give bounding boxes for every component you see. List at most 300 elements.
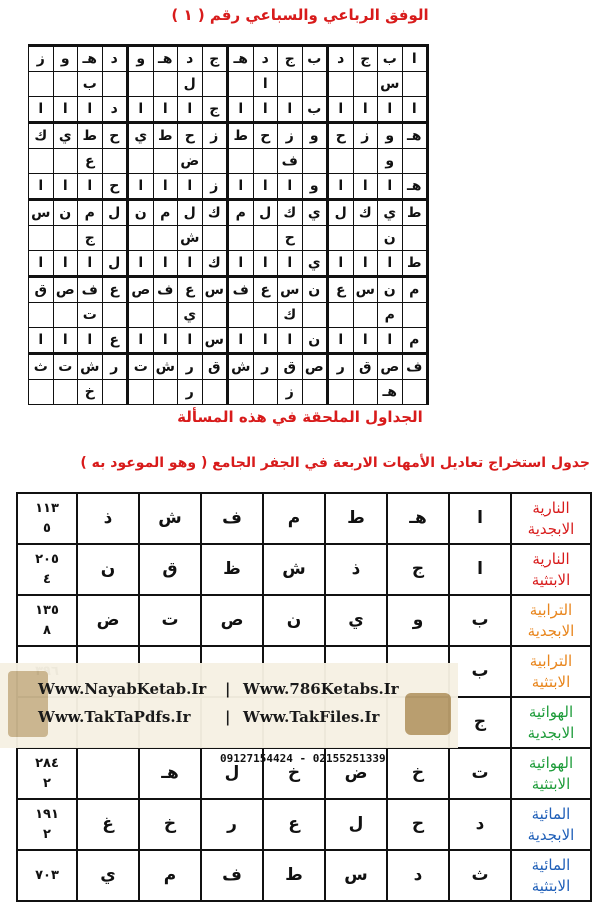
row-label <box>511 697 591 748</box>
grid-cell: ي <box>128 123 154 149</box>
grid-cell: ا <box>378 328 403 354</box>
grid-cell <box>153 226 178 251</box>
grid-cell: ي <box>178 303 203 328</box>
grid-cell: ا <box>128 97 154 123</box>
grid-cell: ا <box>278 328 303 354</box>
grid-cell: ع <box>102 277 128 303</box>
grid-cell: ط <box>402 251 428 277</box>
grid-row <box>29 46 428 72</box>
row-label-line: الابتثية <box>531 672 571 691</box>
grid-cell: د <box>102 97 128 123</box>
grid-cell: ر <box>102 354 128 380</box>
grid-cell: هـ <box>402 123 428 149</box>
grid-cell: ا <box>153 174 178 200</box>
row-label <box>511 544 591 595</box>
grid-cell: ا <box>53 174 78 200</box>
letter-cell: ذ <box>325 544 387 595</box>
grid-cell <box>353 303 378 328</box>
letter-cell: ر <box>201 799 263 850</box>
magic-square-grid <box>28 44 429 405</box>
grid-cell: ك <box>202 251 228 277</box>
grid-cell: ص <box>53 277 78 303</box>
letter-cell: ح <box>387 799 449 850</box>
grid-cell: س <box>353 277 378 303</box>
grid-cell: ح <box>178 123 203 149</box>
row-label-line: الابتثية <box>531 876 571 895</box>
grid-cell: ع <box>102 328 128 354</box>
letter-cell: ل <box>201 748 263 799</box>
letter-cell: و <box>387 595 449 646</box>
grid-cell <box>29 226 54 251</box>
grid-row <box>29 200 428 226</box>
grid-cell <box>253 303 278 328</box>
table-row <box>17 595 591 646</box>
number-line: ١٣٥ <box>35 603 59 618</box>
watermark-banner <box>0 663 458 748</box>
grid-cell: ر <box>328 354 354 380</box>
row-label <box>511 595 591 646</box>
site-link-4: Www.TakFiles.Ir <box>243 708 380 726</box>
grid-cell: س <box>29 200 54 226</box>
grid-cell <box>102 226 128 251</box>
grid-cell: ا <box>153 251 178 277</box>
letter-cell: ب <box>449 646 511 697</box>
grid-cell: ا <box>353 97 378 123</box>
grid-cell: ا <box>228 328 254 354</box>
letter-cell: ي <box>325 595 387 646</box>
number-cell <box>17 799 77 850</box>
grid-cell: ن <box>378 226 403 251</box>
grid-cell: ق <box>29 277 54 303</box>
grid-cell <box>402 72 428 97</box>
grid-cell <box>102 380 128 405</box>
grid-cell: ا <box>228 174 254 200</box>
grid-row <box>29 123 428 149</box>
grid-cell <box>328 303 354 328</box>
grid-cell: ي <box>378 200 403 226</box>
row-label-line: النارية <box>532 550 570 569</box>
grid-cell: د <box>102 46 128 72</box>
grid-cell <box>53 226 78 251</box>
site-link-1: Www.NayabKetab.Ir <box>38 680 207 698</box>
letter-cell: ا <box>449 493 511 544</box>
row-label-line: النارية <box>532 499 570 518</box>
grid-cell <box>302 72 328 97</box>
grid-cell <box>128 380 154 405</box>
grid-cell <box>253 226 278 251</box>
grid-cell: ا <box>278 251 303 277</box>
grid-cell: ا <box>29 97 54 123</box>
letter-cell: ج <box>449 697 511 748</box>
grid-cell: ا <box>29 328 54 354</box>
grid-cell: و <box>302 123 328 149</box>
grid-cell: ك <box>202 200 228 226</box>
grid-cell: ل <box>178 200 203 226</box>
grid-cell: هـ <box>402 174 428 200</box>
letter-cell: س <box>325 850 387 901</box>
grid-cell: ا <box>353 174 378 200</box>
grid-cell: م <box>402 277 428 303</box>
grid-cell: ا <box>402 46 428 72</box>
grid-cell <box>53 303 78 328</box>
grid-cell: ت <box>53 354 78 380</box>
number-line: ٨ <box>43 622 51 638</box>
grid-cell <box>53 380 78 405</box>
grid-row <box>29 354 428 380</box>
row-label-line: الابجدية <box>527 723 575 742</box>
book-icon <box>405 693 451 735</box>
grid-cell: ح <box>278 226 303 251</box>
grid-cell: ا <box>153 328 178 354</box>
letter-cell: هـ <box>387 493 449 544</box>
site-link-3: Www.TakTaPdfs.Ir <box>38 708 191 726</box>
grid-cell: م <box>228 200 254 226</box>
grid-cell <box>202 149 228 174</box>
grid-cell: ج <box>202 46 228 72</box>
grid-cell <box>253 149 278 174</box>
letter-cell: ش <box>263 544 325 595</box>
letter-cell: غ <box>77 799 139 850</box>
grid-cell: ل <box>178 72 203 97</box>
grid-cell: س <box>278 277 303 303</box>
grid-cell: هـ <box>153 46 178 72</box>
table-row <box>17 850 591 901</box>
grid-cell: ر <box>253 354 278 380</box>
row-label-line: الابجدية <box>527 519 575 538</box>
grid-cell: ا <box>128 328 154 354</box>
number-cell <box>17 850 77 901</box>
grid-cell: ز <box>202 123 228 149</box>
grid-cell: ك <box>29 123 54 149</box>
grid-cell <box>153 149 178 174</box>
number-line: ٢ <box>43 775 51 791</box>
grid-cell: ا <box>353 328 378 354</box>
grid-cell: ص <box>378 354 403 380</box>
grid-cell: ر <box>178 380 203 405</box>
grid-cell <box>29 149 54 174</box>
grid-cell <box>202 226 228 251</box>
grid-cell: ف <box>278 149 303 174</box>
grid-cell <box>228 380 254 405</box>
grid-cell <box>228 303 254 328</box>
grid-cell: ج <box>278 46 303 72</box>
grid-cell <box>128 72 154 97</box>
grid-cell: ز <box>29 46 54 72</box>
grid-cell <box>202 380 228 405</box>
grid-cell: هـ <box>78 46 103 72</box>
grid-cell <box>253 380 278 405</box>
letter-cell: خ <box>139 799 201 850</box>
grid-cell: ق <box>278 354 303 380</box>
letter-cell: م <box>263 493 325 544</box>
grid-cell: ج <box>353 46 378 72</box>
letter-cell: ط <box>263 850 325 901</box>
grid-cell: ر <box>178 354 203 380</box>
grid-cell: ع <box>78 149 103 174</box>
grid-cell: ا <box>402 97 428 123</box>
letter-cell: ق <box>139 544 201 595</box>
row-label-line: المائية <box>531 805 571 824</box>
grid-cell <box>328 380 354 405</box>
grid-cell: ع <box>328 277 354 303</box>
grid-cell <box>228 149 254 174</box>
letter-cell: ج <box>387 544 449 595</box>
letter-cell: ن <box>263 595 325 646</box>
grid-row <box>29 328 428 354</box>
grid-cell: و <box>53 46 78 72</box>
letter-cell: ل <box>325 799 387 850</box>
grid-cell: ا <box>378 97 403 123</box>
grid-cell: ا <box>328 174 354 200</box>
grid-cell <box>53 149 78 174</box>
grid-cell: ا <box>78 251 103 277</box>
row-label-line: الهوائية <box>528 703 574 722</box>
grid-cell: ط <box>78 123 103 149</box>
number-line: ٧٠٣ <box>35 867 59 883</box>
grid-cell: ي <box>302 200 328 226</box>
grid-cell <box>402 380 428 405</box>
row-label <box>511 748 591 799</box>
row-label-line: الابتثية <box>531 774 571 793</box>
grid-cell <box>29 380 54 405</box>
letter-cell: د <box>387 850 449 901</box>
number-line: ١١٣ <box>35 501 59 516</box>
grid-cell: ز <box>278 380 303 405</box>
letter-cell: ض <box>325 748 387 799</box>
grid-cell: ق <box>202 354 228 380</box>
grid-cell: ف <box>78 277 103 303</box>
grid-cell: ل <box>102 251 128 277</box>
grid-row <box>29 149 428 174</box>
grid-cell: ف <box>153 277 178 303</box>
grid-cell <box>328 149 354 174</box>
grid-cell: م <box>378 303 403 328</box>
grid-cell: ي <box>302 251 328 277</box>
row-label-line: المائية <box>531 856 571 875</box>
grid-cell <box>128 149 154 174</box>
grid-row <box>29 72 428 97</box>
row-label <box>511 493 591 544</box>
grid-cell: د <box>253 46 278 72</box>
letter-cell: ذ <box>77 493 139 544</box>
table-row <box>17 799 591 850</box>
grid-cell <box>153 72 178 97</box>
grid-cell: ح <box>102 123 128 149</box>
grid-row <box>29 174 428 200</box>
letter-cell: ش <box>139 493 201 544</box>
grid-cell: ت <box>128 354 154 380</box>
grid-cell: ج <box>202 97 228 123</box>
row-label <box>511 850 591 901</box>
grid-cell <box>153 303 178 328</box>
table-row <box>17 493 591 544</box>
grid-cell: ف <box>402 354 428 380</box>
grid-cell: ا <box>328 328 354 354</box>
row-label <box>511 646 591 697</box>
section-title: الجداول الملحقة في هذه المسألة <box>177 408 423 426</box>
letter-cell: خ <box>263 748 325 799</box>
grid-cell: ب <box>78 72 103 97</box>
grid-cell: ا <box>78 174 103 200</box>
grid-cell <box>128 303 154 328</box>
grid-cell <box>302 380 328 405</box>
grid-row <box>29 226 428 251</box>
grid-cell: ن <box>302 328 328 354</box>
grid-cell <box>402 226 428 251</box>
grid-cell: ن <box>128 200 154 226</box>
grid-cell: ش <box>78 354 103 380</box>
grid-cell: ا <box>53 251 78 277</box>
grid-cell <box>328 226 354 251</box>
grid-row <box>29 380 428 405</box>
grid-cell: ا <box>178 97 203 123</box>
number-cell <box>17 493 77 544</box>
grid-cell: ح <box>328 123 354 149</box>
grid-cell: ن <box>378 277 403 303</box>
grid-cell: ا <box>178 251 203 277</box>
letter-cell: م <box>139 850 201 901</box>
page-title: الوفق الرباعي والسباعي رقم ( ١ ) <box>171 6 429 24</box>
grid-cell: ا <box>29 174 54 200</box>
grid-cell: م <box>78 200 103 226</box>
grid-cell: ب <box>302 46 328 72</box>
letter-cell: ت <box>449 748 511 799</box>
row-label-line: الابجدية <box>527 825 575 844</box>
grid-cell: ض <box>178 149 203 174</box>
site-link-2: Www.786Ketabs.Ir <box>243 680 399 698</box>
letter-cell: ب <box>449 595 511 646</box>
grid-cell: ب <box>302 97 328 123</box>
number-line: ٥ <box>43 520 51 536</box>
letter-cell: ظ <box>201 544 263 595</box>
grid-cell: ا <box>228 97 254 123</box>
grid-cell: هـ <box>228 46 254 72</box>
grid-row <box>29 97 428 123</box>
grid-cell: ا <box>278 97 303 123</box>
grid-cell: ا <box>253 328 278 354</box>
letter-cell: ض <box>77 595 139 646</box>
grid-cell: ا <box>53 97 78 123</box>
letter-cell: ف <box>201 493 263 544</box>
grid-cell: ي <box>53 123 78 149</box>
grid-cell <box>53 72 78 97</box>
grid-cell: ع <box>178 277 203 303</box>
grid-cell: ع <box>253 277 278 303</box>
letter-cell: ن <box>77 544 139 595</box>
grid-cell: ث <box>29 354 54 380</box>
grid-cell: م <box>402 328 428 354</box>
letter-cell: ي <box>77 850 139 901</box>
separator: | <box>225 680 231 698</box>
grid-cell: ح <box>253 123 278 149</box>
grid-cell: ا <box>353 251 378 277</box>
grid-cell: خ <box>78 380 103 405</box>
grid-cell: ش <box>228 354 254 380</box>
grid-cell: ا <box>378 174 403 200</box>
grid-cell: ا <box>253 72 278 97</box>
grid-cell <box>402 149 428 174</box>
letter-cell: ف <box>201 850 263 901</box>
letter-cell: خ <box>387 748 449 799</box>
grid-cell: ص <box>302 354 328 380</box>
grid-cell: ز <box>202 174 228 200</box>
grid-cell: ا <box>253 174 278 200</box>
grid-cell <box>353 72 378 97</box>
letter-cell: ع <box>263 799 325 850</box>
grid-cell <box>228 226 254 251</box>
row-label-line: الابجدية <box>527 621 575 640</box>
grid-cell <box>302 303 328 328</box>
row-label-line: الهوائية <box>528 754 574 773</box>
grid-cell <box>102 303 128 328</box>
grid-cell: ج <box>78 226 103 251</box>
row-label-line: الترابية <box>529 601 573 620</box>
letter-cell <box>77 748 139 799</box>
grid-cell <box>228 72 254 97</box>
grid-cell <box>153 380 178 405</box>
grid-cell: س <box>202 328 228 354</box>
grid-cell: ش <box>178 226 203 251</box>
grid-cell: ك <box>278 200 303 226</box>
grid-cell: ا <box>78 97 103 123</box>
grid-cell: ص <box>128 277 154 303</box>
grid-cell: ا <box>153 97 178 123</box>
table-row <box>17 544 591 595</box>
grid-cell: ط <box>153 123 178 149</box>
grid-cell: ك <box>278 303 303 328</box>
letter-cell: ت <box>139 595 201 646</box>
grid-cell: ا <box>128 174 154 200</box>
row-label-line: الترابية <box>529 652 573 671</box>
number-line: ٢٠٥ <box>35 552 59 567</box>
grid-cell <box>353 226 378 251</box>
grid-cell: ا <box>228 251 254 277</box>
grid-cell: ا <box>53 328 78 354</box>
grid-cell: و <box>302 174 328 200</box>
grid-cell <box>202 72 228 97</box>
grid-cell: ا <box>278 174 303 200</box>
grid-cell: د <box>178 46 203 72</box>
grid-cell: ن <box>53 200 78 226</box>
grid-cell: ط <box>402 200 428 226</box>
grid-cell: ن <box>302 277 328 303</box>
grid-cell: و <box>378 123 403 149</box>
table-title: جدول استخراج تعاديل الأمهات الاربعة في الجفر الجامع ( وهو الموعود به ) <box>80 455 590 471</box>
number-line: ٢٨٤ <box>35 756 59 771</box>
grid-cell <box>102 149 128 174</box>
grid-cell: د <box>328 46 354 72</box>
grid-cell: ط <box>228 123 254 149</box>
grid-cell: ل <box>102 200 128 226</box>
number-cell <box>17 544 77 595</box>
letter-cell: د <box>449 799 511 850</box>
grid-cell: ل <box>253 200 278 226</box>
grid-cell: ا <box>29 251 54 277</box>
grid-cell <box>278 72 303 97</box>
grid-row <box>29 277 428 303</box>
grid-cell <box>302 149 328 174</box>
grid-cell <box>302 226 328 251</box>
row-label-line: الابتثية <box>531 570 571 589</box>
grid-cell: ا <box>178 328 203 354</box>
grid-cell: س <box>202 277 228 303</box>
number-line: ١٩١ <box>35 807 59 822</box>
letter-cell: ا <box>449 544 511 595</box>
grid-row <box>29 251 428 277</box>
letter-cell: هـ <box>139 748 201 799</box>
number-line: ٤ <box>43 571 51 587</box>
grid-cell <box>128 226 154 251</box>
